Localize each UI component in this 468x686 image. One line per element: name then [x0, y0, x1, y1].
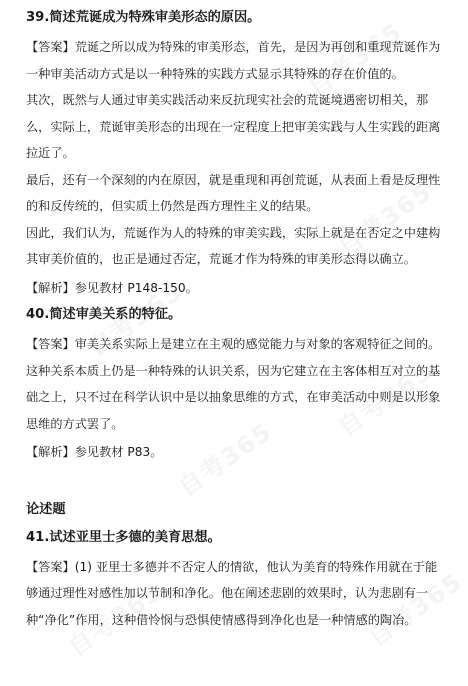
reference-note: 【解析】参见教材 P83。 — [26, 445, 163, 459]
question-41 — [26, 524, 446, 634]
answer-paragraph: 其次，既然与人通过审美实践活动来反抗现实社会的荒诞境遇密切相关，那么，实际上，荒诞审美形态的出现在一定程度上把审美实践与人生实践的距离拉近了。 — [26, 93, 441, 160]
answer-paragraph: 【答案】审美关系实际上是建立在主观的感觉能力与对象的客观特征之间的。这种关系本质上仍是一种特殊的认识关系，因为它建立在主客体相互对立的基础之上，只不过在科学认识中是以抽象思维的方式，在审美活动中则是以形象思维的方式罢了。 — [26, 337, 441, 431]
question-39 — [26, 4, 446, 301]
section-heading: 论述题 — [26, 501, 66, 517]
answer-paragraph: 【答案】荒诞之所以成为特殊的审美形态，首先，是因为再创和重现荒诞作为一种审美活动方式是以一种特殊的实践方式显示其特殊的存在价值的。 — [26, 40, 441, 81]
question-title: 40.简述审美关系的特征。 — [26, 307, 182, 322]
answer-paragraph: 【答案】(1) 亚里士多德并不否定人的情欲，他认为美育的特殊作用就在于能够通过理性对感性加以节制和净化。他在阐述悲剧的效果时，认为悲剧有一种“净化”作用，这种借怜悯与恐惧使情感得到净化也是一种情感的陶冶。 — [26, 559, 438, 627]
section-gap — [26, 466, 446, 496]
reference-note: 【解析】参见教材 P148-150。 — [26, 280, 198, 295]
question-40 — [26, 301, 446, 466]
answer-paragraph: 最后，还有一个深刻的内在原因，就是重现和再创荒诞，从表面上看是反理性的和反传统的，但实质上仍然是西方理性主义的结果。 — [26, 172, 441, 213]
question-title: 41.试述亚里士多德的美育思想。 — [26, 529, 221, 545]
question-title: 39.简述荒诞成为特殊审美形态的原因。 — [26, 10, 261, 25]
document-page — [26, 4, 446, 633]
answer-paragraph: 因此，我们认为，荒诞作为人的特殊的审美实践，实际上就是在否定之中建构其审美价值的，也正是通过否定，荒诞才作为特殊的审美形态得以确立。 — [26, 225, 441, 266]
